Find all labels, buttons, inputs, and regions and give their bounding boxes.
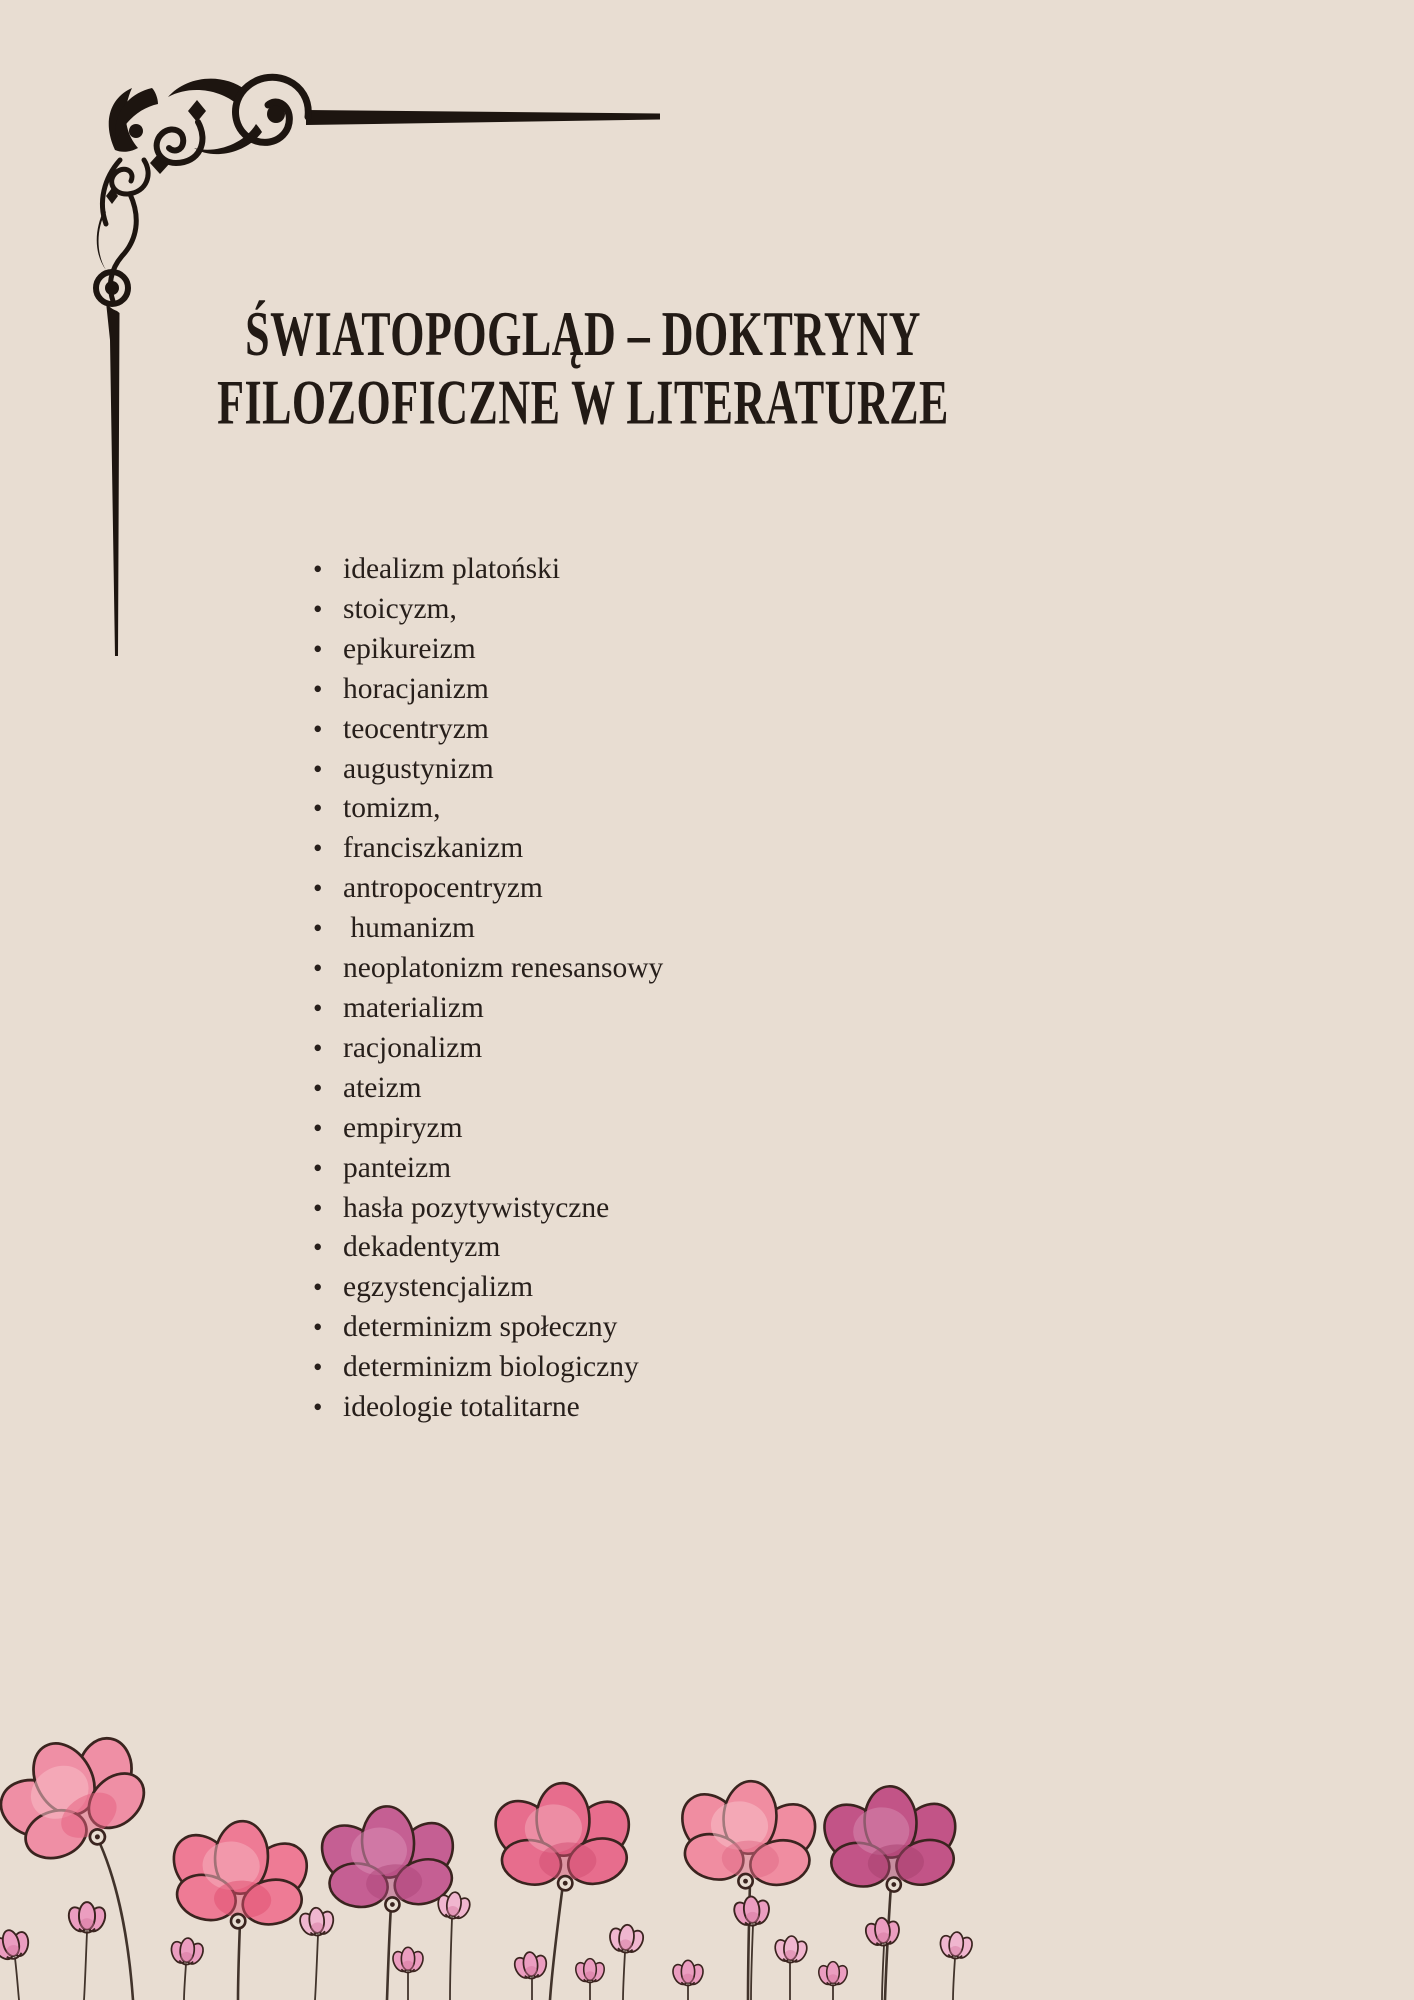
bullet-icon: • [313,833,323,864]
bullet-icon: • [313,1152,323,1183]
bullet-icon: • [313,753,323,784]
bullet-icon: • [313,554,323,584]
list-item [313,1029,663,1069]
bullet-icon: • [313,1272,323,1303]
bullet-icon: • [313,992,323,1023]
large-flowers [0,1706,970,1933]
ornament-leaf-dot [129,124,143,138]
list-item-text: tomizm, [343,792,441,825]
list-item-text: empiryzm [343,1111,463,1144]
bullet-icon: • [313,1352,323,1383]
list-item-text: egzystencjalizm [343,1271,534,1304]
bud-stem [84,1932,87,2000]
bullet-icon: • [313,913,323,944]
bud-stem [15,1958,19,2000]
list-item [313,1388,663,1428]
ornament-horizontal-rule [306,110,660,125]
list-item [313,630,663,670]
page-title [166,300,1000,436]
bud-stem [184,1964,186,2000]
flower-stems [15,1837,955,2000]
list-item-text: materializm [343,991,484,1024]
flower-bloom [665,1776,829,1894]
list-item [313,1268,663,1308]
list-item [313,1228,663,1268]
bullet-icon: • [313,1232,323,1263]
list-item [313,710,663,750]
bud-stem [450,1918,452,2000]
list-item [313,550,663,590]
page-title-line2: FILOZOFICZNE W LITERATURZE [217,366,949,438]
flower-bud [0,1925,36,1965]
list-item-text: determinizm społeczny [343,1311,618,1344]
ornament-diamond-1 [188,100,206,122]
list-item [313,1348,663,1388]
list-item-text: antropocentryzm [343,872,543,905]
list-item-text: humanizm [343,912,475,945]
list-item [313,1149,663,1189]
flower-bud [816,1962,850,1987]
bud-stem [315,1935,318,2000]
flower-buds [0,1890,976,1987]
list-item-text: stoicyzm, [343,592,457,625]
flower-bud [771,1935,811,1965]
bullet-icon: • [313,793,323,824]
bullet-icon: • [313,713,323,744]
bud-stem [882,1945,884,2000]
flower-bud [730,1895,774,1929]
doctrines-list [313,550,663,1428]
list-item [313,989,663,1029]
ornament-vertical-rule [106,302,120,656]
list-item-text: hasła pozytywistyczne [343,1191,610,1224]
list-item-text: ideologie totalitarne [343,1391,580,1424]
list-item-text: idealizm platoński [343,553,561,585]
bullet-icon: • [313,1112,323,1143]
list-item-text: epikureizm [343,632,476,665]
list-item-text: dekadentyzm [343,1231,501,1264]
bullet-icon: • [313,1032,323,1063]
flower-stem [387,1905,391,2000]
list-item-text: ateizm [343,1071,422,1104]
list-item-text: neoplatonizm renesansowy [343,952,664,985]
list-item-text: teocentryzm [343,712,489,745]
list-item-text: horacjanizm [343,672,489,705]
flower-stem [238,1922,240,2000]
bud-stem [751,1925,753,2000]
watercolor-flowers-decoration [0,1600,1414,2000]
flower-bloom [482,1780,643,1893]
list-item [313,869,663,909]
flower-bud [511,1950,551,1982]
bud-stem [953,1958,955,2000]
bullet-icon: • [313,873,323,904]
list-item [313,1308,663,1348]
bullet-icon: • [313,633,323,664]
flower-bud [167,1936,207,1967]
list-item [313,1189,663,1229]
flower-bud [65,1902,108,1934]
list-item [313,750,663,790]
list-item-text: augustynizm [343,752,494,785]
flower-bud [390,1947,426,1974]
flower-bud [605,1923,647,1956]
bullet-icon: • [313,593,323,624]
list-item-text: panteizm [343,1151,452,1184]
list-item [313,909,663,949]
list-item [313,949,663,989]
list-item [313,789,663,829]
flower-bloom [810,1782,970,1896]
list-item-text: franciszkanizm [343,832,524,865]
flower-bud [296,1906,338,1939]
bullet-icon: • [313,1072,323,1103]
list-item [313,1109,663,1149]
bullet-icon: • [313,1392,323,1423]
ornament-spiral-2 [157,122,203,163]
flower-bloom [0,1706,171,1886]
flower-bloom [158,1817,321,1933]
bullet-icon: • [313,1192,323,1223]
flower-bud [936,1930,976,1961]
flower-bud [861,1916,903,1949]
bullet-icon: • [313,1312,323,1343]
page-title-line1: ŚWIATOPOGLĄD – DOKTRYNY [245,298,921,370]
bullet-icon: • [313,953,323,984]
bullet-icon: • [313,673,323,704]
flower-stem [550,1884,563,2000]
list-item [313,590,663,630]
flower-bud [573,1959,607,1984]
list-item-text: racjonalizm [343,1031,483,1064]
flower-bud [670,1960,706,1987]
list-item-text: determinizm biologiczny [343,1351,639,1384]
bud-stem [623,1952,625,2000]
list-item [313,1069,663,1109]
list-item [313,829,663,869]
list-item [313,670,663,710]
